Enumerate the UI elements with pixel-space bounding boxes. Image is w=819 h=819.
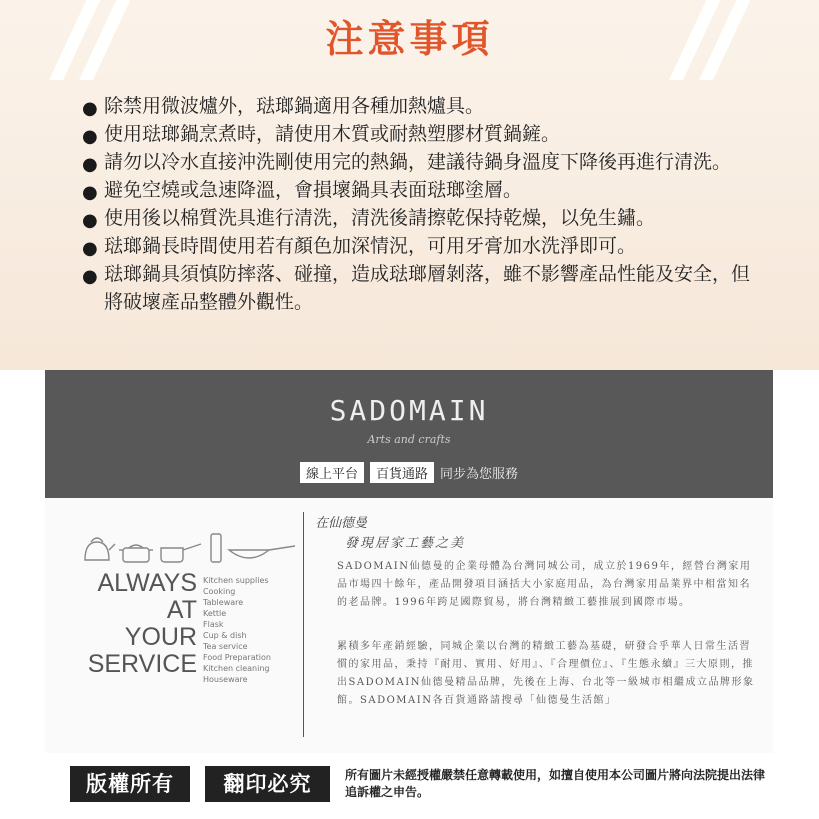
divider [303, 512, 304, 737]
brand-logo: SADOMAIN [329, 394, 489, 427]
category-item: Tableware [203, 598, 244, 607]
note-text: 使用琺瑯鍋烹煮時，請使用木質或耐熱塑膠材質鍋鏟。 [104, 123, 561, 145]
channel-text: 同步為您服務 [440, 467, 519, 482]
list-item [82, 176, 762, 204]
category-item: Cup & dish [203, 631, 247, 640]
cookware-icons [81, 520, 311, 570]
service-slogan [75, 570, 197, 678]
channel-row [45, 462, 773, 483]
no-reprint-badge: 翻印必究 [205, 766, 330, 802]
category-item: Cooking [203, 587, 236, 596]
brand-band [45, 370, 773, 498]
list-item [82, 232, 762, 260]
page-title: 注意事項 [325, 17, 494, 61]
category-item: Kettle [203, 609, 227, 618]
bullet-icon: ● [82, 266, 98, 287]
notice-section [0, 0, 819, 370]
bullet-icon: ● [82, 126, 98, 147]
list-item [82, 148, 762, 176]
saucepan-icon [161, 544, 201, 562]
copyright-footer [0, 753, 819, 819]
note-text: 避免空燒或急速降溫，會損壞鍋具表面琺瑯塗層。 [104, 179, 523, 201]
bullet-icon: ● [82, 210, 98, 231]
story-paragraph: 累積多年產銷經驗，同城企業以台灣的精緻工藝為基礎，研發合乎華人日常生活習慣的家用品，秉持『耐用、實用、好用』、『合理價位』、『生態永續』三大原則，推出SADOMAIN仙德曼精品品牌，先後在上海、台北等一級城市相繼成立品牌形象館。SADOMAIN各百貨通路請搜尋「仙德曼生活館」 [337, 641, 755, 706]
category-item: Houseware [203, 675, 248, 684]
bullet-icon: ● [82, 182, 98, 203]
channel-department: 百貨通路 [370, 462, 434, 483]
category-item: Flask [203, 620, 224, 629]
category-item: Kitchen supplies [203, 576, 269, 585]
brand-story-section [45, 498, 773, 753]
notes-list [82, 92, 762, 316]
kettle-icon [85, 538, 115, 560]
slogan-line: YOUR [124, 623, 197, 651]
slogan-line: ALWAYS AT [97, 569, 197, 624]
slogan-line: SERVICE [87, 650, 197, 678]
category-item: Food Preparation [203, 653, 271, 662]
bullet-icon: ● [82, 98, 98, 119]
category-item: Kitchen cleaning [203, 664, 270, 673]
bullet-icon: ● [82, 238, 98, 259]
list-item [82, 204, 762, 232]
channel-online: 線上平台 [300, 462, 364, 483]
note-text: 請勿以冷水直接沖洗剛使用完的熱鍋，建議待鍋身溫度下降後再進行清洗。 [104, 151, 732, 173]
list-item [82, 120, 762, 148]
note-text: 使用後以棉質洗具進行清洗，清洗後請擦乾保持乾燥，以免生鏽。 [104, 207, 656, 229]
list-item [82, 92, 762, 120]
note-text: 琺瑯鍋長時間使用若有顏色加深情況，可用牙膏加水洗淨即可。 [104, 235, 637, 257]
story-heading: 在仙德曼 [315, 516, 368, 531]
category-list [203, 575, 271, 685]
list-item [82, 260, 762, 316]
wok-icon [229, 546, 295, 558]
story-subheading: 發現居家工藝之美 [345, 536, 466, 551]
note-text: 琺瑯鍋具須慎防摔落、碰撞，造成琺瑯層剝落，雖不影響產品性能及安全，但將破壞產品整體外觀性。 [104, 263, 751, 313]
copyright-notice: 所有圖片未經授權嚴禁任意轉載使用，如擅自使用本公司圖片將向法院提出法律追訴權之申告。 [345, 768, 766, 799]
pot-icon [119, 545, 153, 562]
flask-icon [211, 534, 221, 562]
story-paragraph: SADOMAIN仙德曼的企業母體為台灣同城公司，成立於1969年，經營台灣家用品市場四十餘年，產品開發項目涵括大小家庭用品，為台灣家用品業界中相當知名的老品牌。1996年跨足國際貿易，將台灣精緻工藝推展到國際市場。 [337, 561, 752, 608]
note-text: 除禁用微波爐外，琺瑯鍋適用各種加熱爐具。 [104, 95, 485, 117]
bullet-icon: ● [82, 154, 98, 175]
copyright-badge: 版權所有 [70, 766, 190, 802]
brand-tagline: Arts and crafts [367, 433, 451, 446]
category-item: Tea service [203, 642, 248, 651]
